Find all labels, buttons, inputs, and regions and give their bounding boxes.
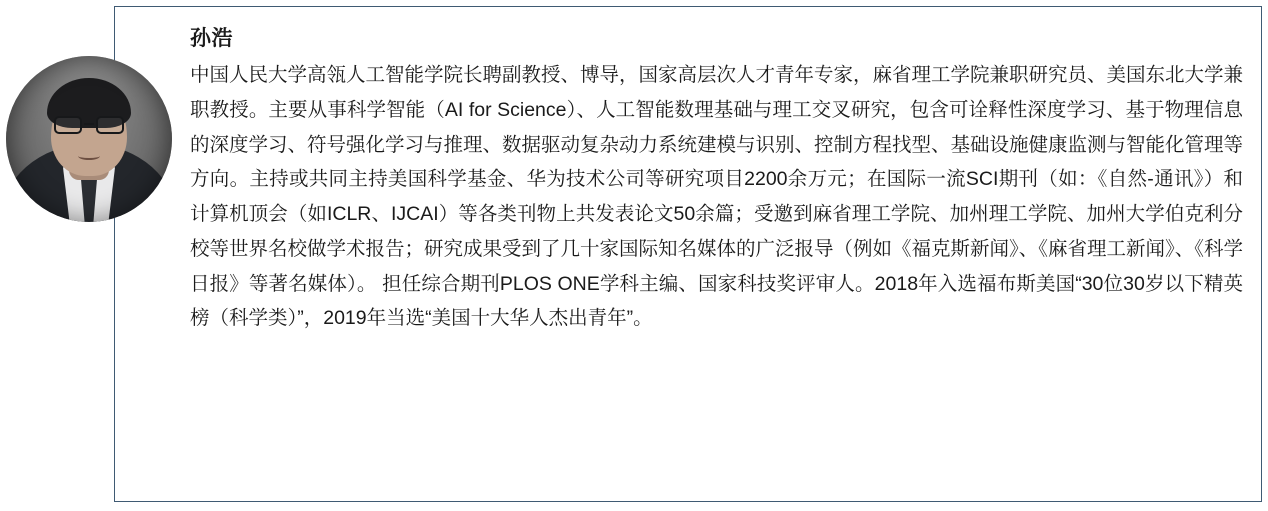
person-bio: 中国人民大学高瓴人工智能学院长聘副教授、博导，国家高层次人才青年专家，麻省理工学院兼职研究员、美国东北大学兼职教授。主要从事科学智能（AI for Science）、人工智能数理基础与理工交叉研究，包含可诠释性深度学习、基于物理信息的深度学习、符号强化学习与推理、数据驱动复杂动力系统建模与识别、控制方程找型、基础设施健康监测与智能化管理等方向。主持或共同主持美国科学基金、华为技术公司等研究项目2200余万元；在国际一流SCI期刊（如：《自然-通讯》）和计算机顶会（如ICLR、IJCAI）等各类刊物上共发表论文50余篇；受邀到麻省理工学院、加州理工学院、加州大学伯克利分校等世界名校做学术报告；研究成果受到了几十家国际知名媒体的广泛报导（例如《福克斯新闻》、《麻省理工新闻》、《科学日报》等著名媒体）。 担任综合期刊PLOS ONE学科主编、国家科技奖评审人。2018年入选福布斯美国“30位30岁以下精英榜（科学类）”，2019年当选“美国十大华人杰出青年”。 — [190, 64, 1244, 330]
person-name: 孙浩 — [190, 27, 233, 50]
bio-card — [114, 6, 1262, 502]
portrait-photo — [6, 56, 172, 222]
bio-content — [190, 25, 1243, 336]
portrait-vignette — [6, 56, 172, 222]
